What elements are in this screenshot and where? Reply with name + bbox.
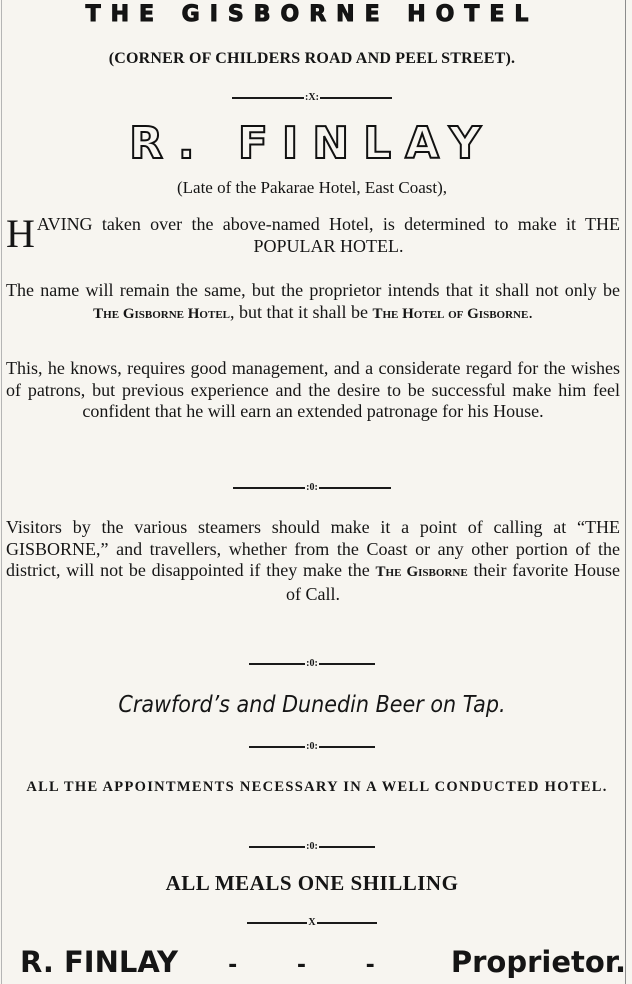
hotel-address: (CORNER OF CHILDERS ROAD AND PEEL STREET). [108,50,516,67]
appointments-line: ALL THE APPOINTMENTS NECESSARY IN A WELL CONDUCTED HOTEL. [26,779,608,795]
hotel-title: THE GISBORNE HOTEL [85,2,539,27]
right-column-rule [625,0,626,984]
divider-5: :0: [0,842,624,852]
paragraph-name-remains: The name will remain the same, but the proprietor intends that it shall not only be The Gisborne Hotel, but that it shall be The Hotel of Gisborne. [6,280,620,322]
paragraph-taken-over: H AVING taken over the above-named Hotel, is determined to make it THE POPULAR HOTEL. [6,211,620,256]
paragraph-visitors: Visitors by the various steamers should make it a point of calling at “THE GISBORNE,” and travellers, whether from the Coast or any other portion of the district, will not be disappointed if they make the The Gisborne their favorite House of Call. [6,517,620,604]
divider-1: :X: [0,93,624,103]
signature-dashes: - - - [228,953,401,978]
divider-2: :0: [0,483,624,493]
hotel-name-small-caps: The Hotel of Gisborne [372,305,529,322]
signature-name: R. FINLAY [20,945,178,979]
hotel-name-small-caps: The Gisborne Hotel [93,305,230,322]
proprietor-display-name: R. FINLAY [129,118,495,169]
divider-3: :0: [0,659,624,669]
divider-4: :0: [0,742,624,752]
beer-on-tap-line: Crawford’s and Dunedin Beer on Tap. [118,692,506,718]
signature-line [20,944,626,984]
drop-cap-letter: H [6,211,35,256]
divider-6: X [0,918,624,928]
late-of-line: (Late of the Pakarae Hotel, East Coast), [176,178,447,197]
paragraph-good-management: This, he knows, requires good management, and a considerate regard for the wishes of patrons, but previous experience and the desire to be successful make him feel confident that he will earn an extended patronage for his House. [6,358,620,421]
signature-role: Proprietor. [450,945,626,979]
meals-price-line: ALL MEALS ONE SHILLING [165,871,459,895]
hotel-name-small-caps: The Gisborne [375,564,468,580]
